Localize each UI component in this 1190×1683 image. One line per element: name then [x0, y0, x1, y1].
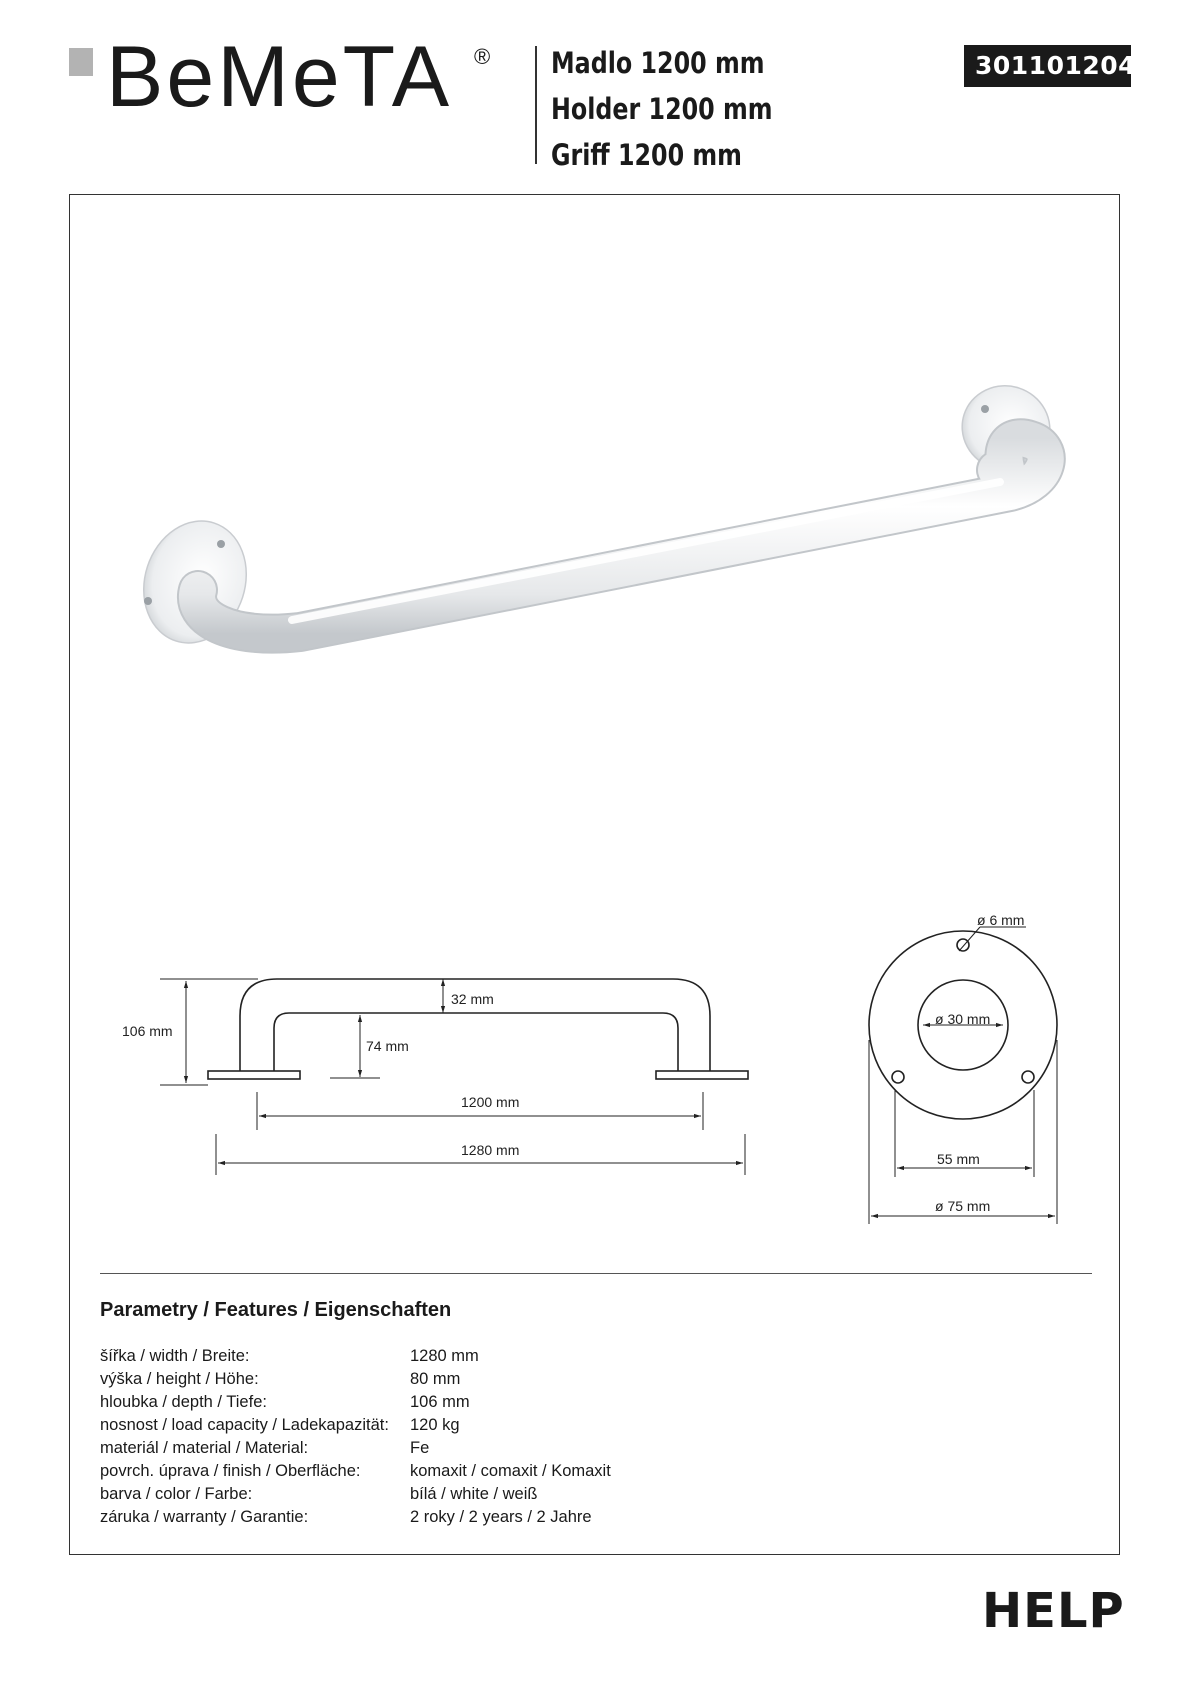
param-value: 2 roky / 2 years / 2 Jahre	[410, 1508, 592, 1526]
param-row	[100, 1370, 611, 1393]
param-label: barva / color / Farbe:	[100, 1485, 253, 1503]
label-flange-diameter: ø 75 mm	[935, 1198, 991, 1214]
param-label: povrch. úprava / finish / Oberfläche:	[100, 1462, 361, 1480]
registered-mark: ®	[474, 44, 491, 69]
param-row	[100, 1485, 611, 1508]
side-flange-left	[208, 1071, 300, 1079]
series-name: HELP	[982, 1583, 1125, 1639]
label-center-hole: ø 30 mm	[935, 1011, 991, 1027]
param-label: materiál / material / Material:	[100, 1439, 309, 1457]
brand-logo: BeMeTA	[106, 29, 453, 125]
param-value: Fe	[410, 1439, 430, 1457]
param-row	[100, 1439, 611, 1462]
param-value: komaxit / comaxit / Komaxit	[410, 1462, 611, 1480]
param-label: šířka / width / Breite:	[100, 1347, 250, 1365]
title-en: Holder 1200 mm	[551, 92, 773, 126]
tube-render	[197, 438, 1046, 633]
label-depth: 106 mm	[122, 1023, 173, 1039]
label-tube-diameter: 32 mm	[451, 991, 494, 1007]
param-row	[100, 1508, 611, 1531]
params-divider	[100, 1273, 1092, 1274]
label-hole-diameter: ø 6 mm	[977, 912, 1025, 928]
label-inner-height: 74 mm	[366, 1038, 409, 1054]
param-value: 80 mm	[410, 1370, 461, 1388]
flange-dimensions	[869, 927, 1057, 1224]
side-flange-right	[656, 1071, 748, 1079]
flange-hole-left	[892, 1071, 904, 1083]
params-title: Parametry / Features / Eigenschaften	[100, 1299, 452, 1321]
param-label: výška / height / Höhe:	[100, 1370, 259, 1388]
side-view-inner	[274, 1013, 678, 1071]
title-de: Griff 1200 mm	[551, 138, 742, 172]
param-label: hloubka / depth / Tiefe:	[100, 1393, 267, 1411]
params-table	[100, 1347, 611, 1531]
param-row	[100, 1347, 611, 1370]
label-total-length: 1280 mm	[461, 1142, 520, 1158]
grab-bar-render	[128, 374, 1061, 656]
param-value: 1280 mm	[410, 1347, 479, 1365]
label-center-distance: 1200 mm	[461, 1094, 520, 1110]
label-hole-spacing: 55 mm	[937, 1151, 980, 1167]
param-row	[100, 1462, 611, 1485]
side-view-dimensions	[160, 979, 745, 1175]
flange-hole-top	[957, 939, 969, 951]
title-cz: Madlo 1200 mm	[551, 46, 765, 80]
param-value: bílá / white / weiß	[410, 1485, 538, 1503]
param-value: 106 mm	[410, 1393, 470, 1411]
param-value: 120 kg	[410, 1416, 460, 1434]
flange-hole-right	[1022, 1071, 1034, 1083]
product-code-badge: 301101204	[964, 45, 1131, 87]
param-row	[100, 1393, 611, 1416]
param-row	[100, 1416, 611, 1439]
param-label: nosnost / load capacity / Ladekapazität:	[100, 1416, 389, 1434]
param-label: záruka / warranty / Garantie:	[100, 1508, 309, 1526]
